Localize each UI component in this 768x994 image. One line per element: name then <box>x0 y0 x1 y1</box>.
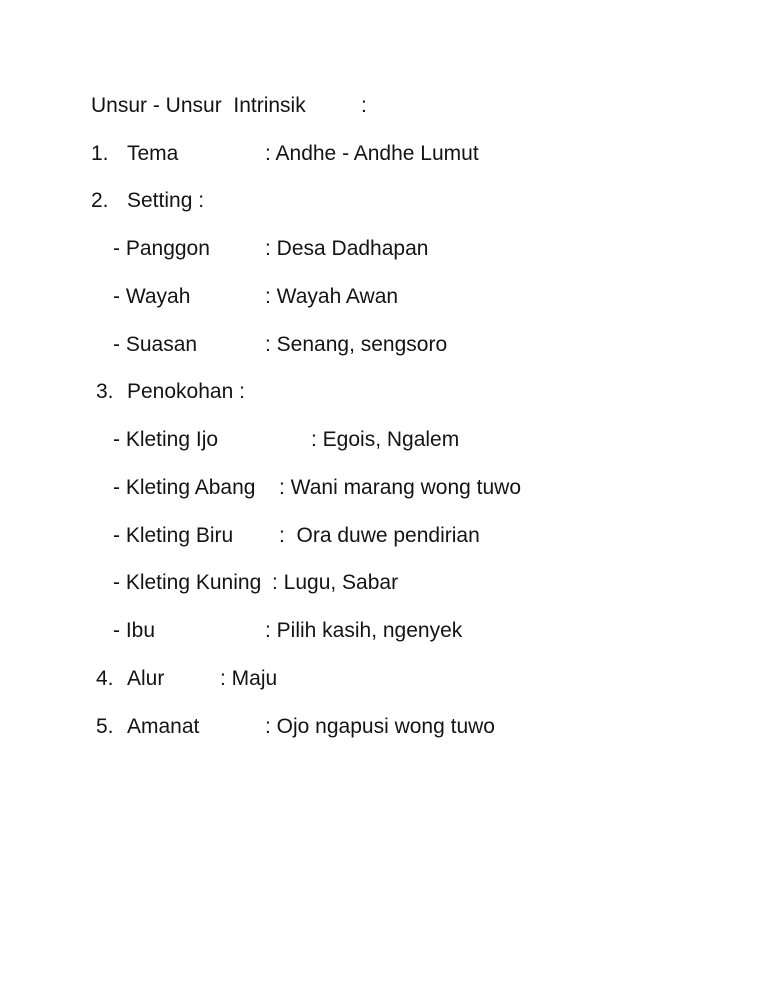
sub-label: - Kleting Kuning <box>113 571 262 594</box>
item-value: : Andhe - Andhe Lumut <box>265 142 479 165</box>
sub-value: : Egois, Ngalem <box>311 428 460 451</box>
sub-label: - Kleting Abang <box>113 476 256 499</box>
item-value: : Maju <box>220 667 278 690</box>
sub-value: : Senang, sengsoro <box>265 333 448 356</box>
sub-label: - Ibu <box>113 619 156 642</box>
item-label: Tema <box>127 142 179 165</box>
item-value: : Ojo ngapusi wong tuwo <box>265 715 495 738</box>
item-number: 1. <box>91 142 109 165</box>
sub-label: - Kleting Biru <box>113 524 234 547</box>
item-number: 5. <box>96 715 114 738</box>
sub-value: : Desa Dadhapan <box>265 237 429 260</box>
sub-value: : Pilih kasih, ngenyek <box>265 619 463 642</box>
item-number: 4. <box>96 667 114 690</box>
title-colon: : <box>361 94 367 117</box>
item-label: Setting : <box>127 189 205 212</box>
sub-value: : Wani marang wong tuwo <box>279 476 522 499</box>
item-label: Amanat <box>127 715 200 738</box>
sub-label: - Wayah <box>113 285 191 308</box>
sub-value: : Ora duwe pendirian <box>279 524 480 547</box>
title-label: Unsur - Unsur Intrinsik <box>91 94 306 117</box>
item-number: 2. <box>91 189 109 212</box>
sub-label: - Kleting Ijo <box>113 428 219 451</box>
item-label: Penokohan : <box>127 380 245 403</box>
sub-value: : Lugu, Sabar <box>272 571 399 594</box>
item-number: 3. <box>96 380 114 403</box>
sub-value: : Wayah Awan <box>265 285 399 308</box>
item-label: Alur <box>127 667 165 690</box>
item-amanat <box>96 715 495 835</box>
sub-label: - Suasan <box>113 333 198 356</box>
sub-label: - Panggon <box>113 237 210 260</box>
